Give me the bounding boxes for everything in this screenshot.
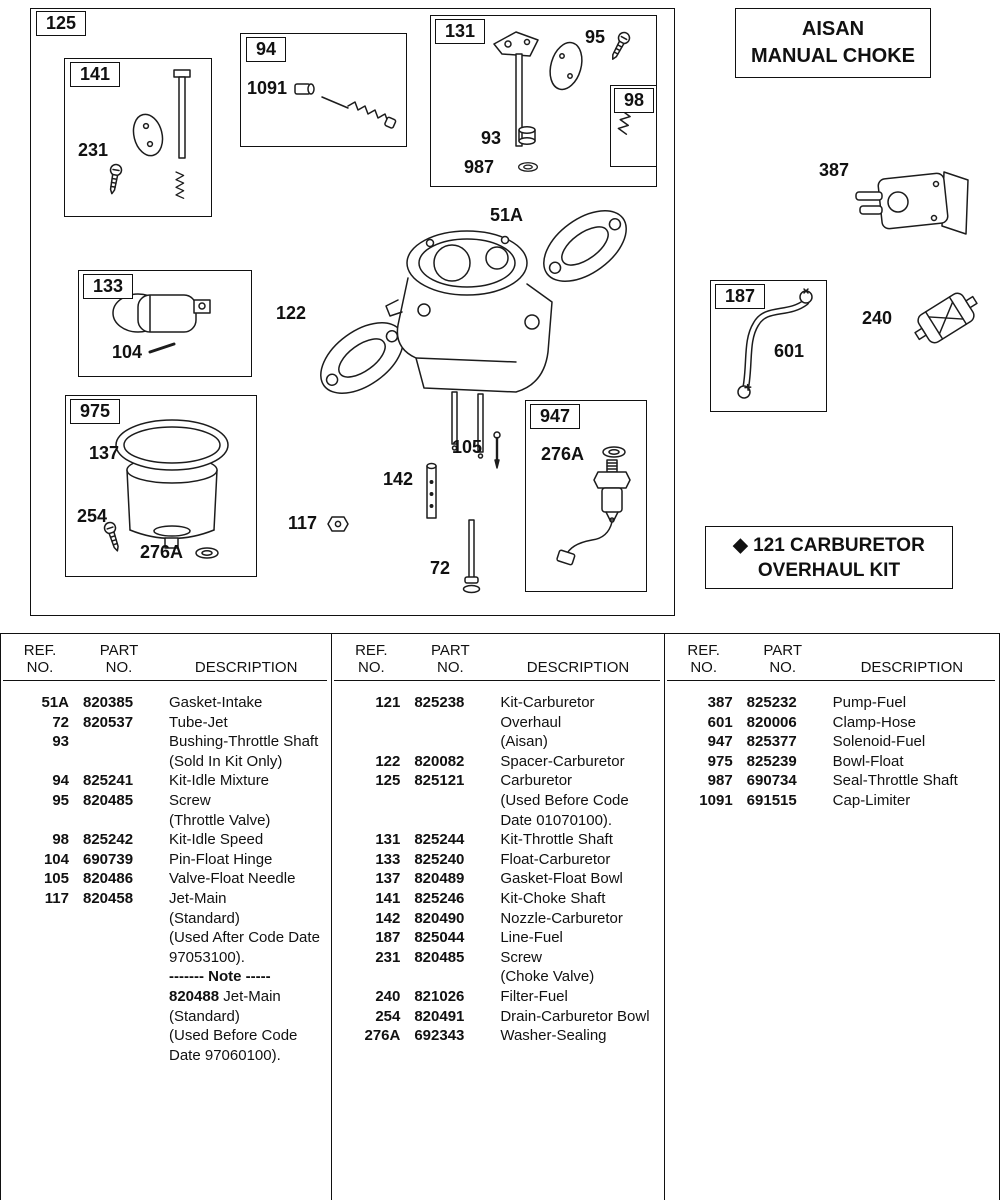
table-row: Date 97060100). xyxy=(169,1046,281,1064)
kit-title-line1: ◆ 121 CARBURETOR xyxy=(733,535,925,556)
callout-1091: 1091 xyxy=(247,78,288,98)
table-row: 231 820485 Screw xyxy=(375,948,543,966)
table-header xyxy=(334,640,659,681)
table-row: 95 820485 Screw xyxy=(52,791,211,809)
callout-141: 141 xyxy=(70,62,120,87)
callout-95: 95 xyxy=(585,27,606,47)
table-row: 240 821026 Filter-Fuel xyxy=(375,987,568,1005)
fuel-filter-drawing xyxy=(909,286,984,349)
callout-104: 104 xyxy=(112,342,143,362)
table-row: 97053100). xyxy=(169,948,245,966)
table-row: 133 825240 Float-Carburetor xyxy=(375,850,611,868)
callout-105: 105 xyxy=(452,437,483,457)
table-row: 98 825242 Kit-Idle Speed xyxy=(52,831,264,849)
table-row: 125 825121 Carburetor xyxy=(375,772,573,790)
callout-94: 94 xyxy=(246,37,286,62)
callout-240: 240 xyxy=(862,308,893,328)
table-row: (Standard) xyxy=(169,909,240,927)
table-row: 975 825239 Bowl-Float xyxy=(707,752,904,770)
header-part-line1: PART xyxy=(99,642,139,659)
table-row: 387 825232 Pump-Fuel xyxy=(707,694,907,711)
callout-601: 601 xyxy=(774,341,805,361)
carburetor-overhaul-kit-box xyxy=(705,526,953,589)
callout-137: 137 xyxy=(89,443,120,463)
callout-231: 231 xyxy=(78,140,109,160)
callout-125: 125 xyxy=(36,11,86,36)
table-row: 94 825241 Kit-Idle Mixture xyxy=(52,772,270,790)
table-row: 51A 820385 Gasket-Intake xyxy=(41,694,263,711)
table-row: (Aisan) xyxy=(500,733,548,751)
kit-title-line2: OVERHAUL KIT xyxy=(757,560,901,581)
table-row: 1091 691515 Cap-Limiter xyxy=(699,791,911,809)
callout-117: 117 xyxy=(288,513,318,533)
parts-list-table xyxy=(0,633,1000,1200)
header-ref-line1: REF. xyxy=(355,642,388,659)
table-row: (Choke Valve) xyxy=(500,968,595,986)
fuel-pump-drawing xyxy=(856,172,968,234)
callout-947: 947 xyxy=(530,404,580,429)
callout-276a-bowl: 276A xyxy=(140,542,184,562)
callout-987: 987 xyxy=(464,157,495,177)
callout-93: 93 xyxy=(481,128,502,148)
table-row: 104 690739 Pin-Float Hinge xyxy=(43,850,273,868)
table-row: 105 820486 Valve-Float Needle xyxy=(43,870,296,888)
table-row: 141 825246 Kit-Choke Shaft xyxy=(375,889,606,907)
table-row: (Used Before Code xyxy=(169,1027,298,1045)
table-row: 131 825244 Kit-Throttle Shaft xyxy=(375,831,613,849)
header-description: DESCRIPTION xyxy=(860,659,964,676)
callout-187: 187 xyxy=(715,284,765,309)
table-row: (Used Before Code xyxy=(500,791,629,809)
table-row: ------- Note ----- xyxy=(169,968,271,986)
callout-131: 131 xyxy=(435,19,485,44)
header-part-line2: NO. xyxy=(769,659,796,676)
header-ref-line2: NO. xyxy=(690,659,717,676)
table-row: 254 820491 Drain-Carburetor Bowl xyxy=(375,1007,650,1025)
table-row: Date 01070100). xyxy=(500,811,613,829)
header-ref-line2: NO. xyxy=(26,659,54,676)
table-header xyxy=(3,640,327,681)
table-row: (Used After Code Date xyxy=(169,929,320,947)
table-row: 276A 692343 Washer-Sealing xyxy=(364,1027,607,1045)
callout-133: 133 xyxy=(83,274,133,299)
table-row: 601 820006 Clamp-Hose xyxy=(707,713,917,731)
parts-rows xyxy=(334,693,659,1046)
header-ref-line2: NO. xyxy=(358,659,385,676)
table-row: 987 690734 Seal-Throttle Shaft xyxy=(707,772,958,790)
callout-51a: 51A xyxy=(490,205,524,225)
table-row: 117 820458 Jet-Main xyxy=(44,889,227,907)
header-part-line2: NO. xyxy=(437,659,464,676)
table-row: 947 825377 Solenoid-Fuel xyxy=(707,733,926,751)
callout-122: 122 xyxy=(276,303,307,323)
table-row: 122 820082 Spacer-Carburetor xyxy=(375,752,625,770)
callout-276a-solenoid: 276A xyxy=(541,444,585,464)
header-ref-line1: REF. xyxy=(23,642,57,659)
table-row: 93 Bushing-Throttle Shaft xyxy=(52,733,319,751)
header-ref-line1: REF. xyxy=(687,642,720,659)
header-description: DESCRIPTION xyxy=(194,659,298,676)
table-row: 820488 Jet-Main xyxy=(169,987,281,1005)
parts-column-3 xyxy=(664,634,999,1200)
aisan-title-line2: MANUAL CHOKE xyxy=(750,45,916,67)
table-row: 187 825044 Line-Fuel xyxy=(375,929,563,947)
parts-rows xyxy=(3,693,327,1065)
table-row: 121 825238 Kit-Carburetor xyxy=(375,694,595,711)
table-row: (Standard) xyxy=(169,1007,240,1025)
callout-387: 387 xyxy=(819,160,850,180)
parts-column-1 xyxy=(1,634,331,1200)
parts-rows xyxy=(667,693,995,811)
aisan-title-line1: AISAN xyxy=(801,18,865,40)
table-row: 137 820489 Gasket-Float Bowl xyxy=(375,870,623,888)
header-part-line1: PART xyxy=(431,642,470,659)
table-row: (Sold In Kit Only) xyxy=(169,752,283,770)
callout-72: 72 xyxy=(430,558,451,578)
callout-254: 254 xyxy=(77,506,108,526)
table-row: (Throttle Valve) xyxy=(169,811,271,829)
callout-98: 98 xyxy=(614,88,654,113)
callout-975: 975 xyxy=(70,399,120,424)
header-description: DESCRIPTION xyxy=(526,659,630,676)
header-part-line2: NO. xyxy=(105,659,133,676)
parts-column-2 xyxy=(331,634,663,1200)
callout-142: 142 xyxy=(383,469,414,489)
table-row: Overhaul xyxy=(500,713,562,731)
table-row: 72 820537 Tube-Jet xyxy=(52,713,228,731)
table-header xyxy=(667,640,995,681)
header-part-line1: PART xyxy=(763,642,802,659)
aisan-manual-choke-box xyxy=(735,8,931,78)
table-row: 142 820490 Nozzle-Carburetor xyxy=(375,909,623,927)
